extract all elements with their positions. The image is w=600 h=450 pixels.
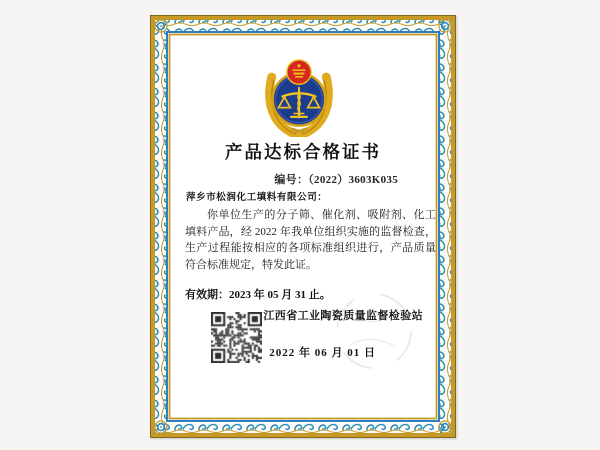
issue-date: 2022 年 06 月 01 日 xyxy=(269,347,376,359)
stamp-watermark xyxy=(302,293,422,373)
certificate-content xyxy=(150,15,456,438)
quality-supervision-emblem-icon xyxy=(263,52,335,137)
qr-code xyxy=(211,312,262,363)
certificate-title: 产品达标合格证书 xyxy=(225,142,381,162)
certificate xyxy=(150,15,456,438)
recipient-company: 萍乡市松润化工填料有限公司： xyxy=(186,193,328,203)
certificate-body-text: 你单位生产的分子筛、催化剂、吸附剂、化工填料产品，经 2022 年我单位组织实施的监督检查，生产过程能按相应的各项标准组织进行，产品质量符合标准规定，特发此证。 xyxy=(185,209,436,271)
serial-number: 编号：（2022）3603K035 xyxy=(274,174,398,186)
issuer-name: 江西省工业陶瓷质量监督检验站 xyxy=(263,310,423,322)
validity-line: 有效期：2023 年 05 月 31 止。 xyxy=(185,289,331,301)
